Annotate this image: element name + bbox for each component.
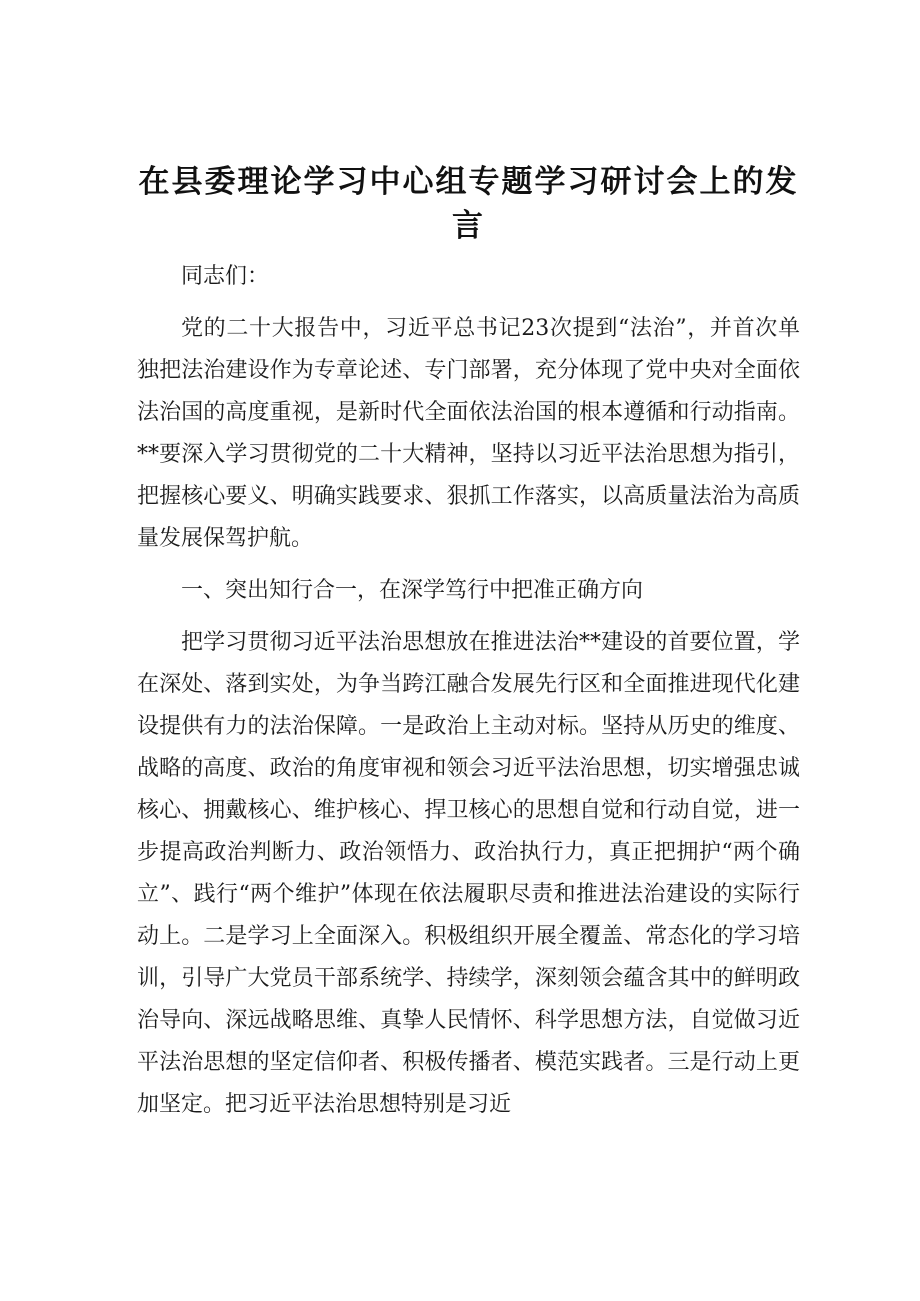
greeting: 同志们： [181, 264, 270, 289]
section-heading: 一、突出知行合一，在深学笃行中把准正确方向 [181, 578, 644, 603]
section-body-paragraph: 把学习贯彻习近平法治思想放在推进法治**建设的首要位置，学在深处、落到实处，为争当跨江融合发展先行区和全面推进现代化建设提供有力的法治保障。一是政治上主动对标。坚持从历史的维度、战略的高度、政治的角度审视和领会习近平法治思想，切实增强忠诚核心、拥戴核心、维护核心、捍卫核心的思想自觉和行动自觉，进一步提高政治判断力、政治领悟力、政治执行力，真正把拥护“两个确立”、践行“两个维护”体现在依法履职尽责和推进法治建设的实际行动上。二是学习上全面深入。积极组织开展全覆盖、常态化的学习培训，引导广大党员干部系统学、持续学，深刻领会蕴含其中的鲜明政治导向、深远战略思维、真挚人民情怀、科学思想方法，自觉做习近平法治思想的坚定信仰者、积极传播者、模范实践者。三是行动上更加坚定。把习近平法治思想特别是习近 [137, 630, 800, 1117]
document-title: 在县委理论学习中心组专题学习研讨会上的发言 [138, 164, 799, 244]
document-page [137, 160, 800, 1126]
intro-paragraph: 党的二十大报告中，习近平总书记23次提到“法治”，并首次单独把法治建设作为专章论述、专门部署，充分体现了党中央对全面依法治国的高度重视，是新时代全面依法治国的根本遵循和行动指南。**要深入学习贯彻党的二十大精神，坚持以习近平法治思想为指引，把握核心要义、明确实践要求、狠抓工作落实，以高质量法治为高质量发展保驾护航。 [137, 316, 800, 551]
